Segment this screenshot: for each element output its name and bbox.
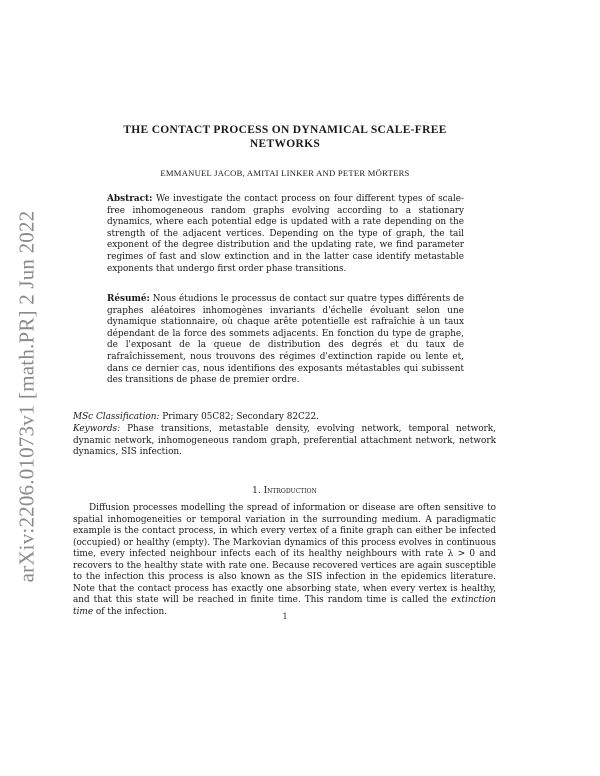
arxiv-identifier-stamp <box>9 206 45 586</box>
abstract-block <box>107 194 464 275</box>
paper-title <box>100 123 470 151</box>
section-heading <box>73 486 496 496</box>
section-title: Introduction <box>263 486 317 496</box>
paper-title-line-2: NETWORKS <box>249 138 321 150</box>
keywords-text: Phase transitions, metastable density, evolving network, temporal network, dynamic network, inhomogeneous random graph, preferential attachment network, network dynamics, SIS infection. <box>73 424 496 458</box>
resume-label: Résumé: <box>107 294 150 304</box>
msc-label: MSc Classification: <box>73 412 160 422</box>
paper-title-line-1: THE CONTACT PROCESS ON DYNAMICAL SCALE-FREE <box>123 124 447 136</box>
abstract-text: We investigate the contact process on four different types of scale-free inhomogeneous random graphs evolving according to a stationary dynamics, where each potential edge is updated with a rate depending on the strength of the adjacent vertices. Depending on the type of graph, the tail exponent of the degree distribution and the updating rate, we find parameter regimes of fast and slow extinction and in the latter case identify metastable exponents that undergo first order phase transitions. <box>107 194 465 274</box>
paper-authors: EMMANUEL JACOB, AMITAI LINKER AND PETER MÖRTERS <box>160 168 410 178</box>
resume-block <box>107 294 464 387</box>
msc-text: Primary 05C82; Secondary 82C22. <box>162 412 319 422</box>
arxiv-identifier-text: arXiv:2206.01073v1 [math.PR] 2 Jun 2022 <box>14 210 39 582</box>
section-number: 1. <box>252 486 261 496</box>
page-number: 1 <box>282 612 288 621</box>
intro-text: Diffusion processes modelling the spread of information or disease are often sensitive to spatial inhomogeneities or temporal variation in the surrounding medium. A paradigmatic example is the contact process, in which every vertex of a finite graph can either be infected (occupied) or healthy (empty). The Markovian dynamics of this process evolves in continuous time, every infected neighbour infects each of its healthy neighbours with rate λ > 0 and recovers to the healthy state with rate one. Because recovered vertices are again susceptible to the infection this process is also known as the SIS infection in the epidemics literature. Note that the contact process has exactly one absorbing state, when every vertex is healthy, and that this state will be reached in finite time. This random time is called the <box>73 503 496 605</box>
intro-emphasis: extinction time <box>73 595 496 617</box>
msc-classification <box>73 412 496 424</box>
keywords-label: Keywords: <box>73 424 121 434</box>
resume-text: Nous étudions le processus de contact sur quatre types différents de graphes aléatoires inhomogènes invariants d'échelle évoluant selon une dynamique stationnaire, où chaque arête potentielle est rafraîchie à un taux dépendant de la force des sommets adjacents. En fonction du type de graphe, de l'exposant de la queue de distribution des degrés et du taux de rafraîchissement, nous trouvons des régimes d'extinction rapide ou lente et, dans ce dernier cas, nous identifions des exposants métastables qui subissent des transitions de phase de premier ordre. <box>107 294 465 386</box>
keywords <box>73 424 496 459</box>
intro-tail: of the infection. <box>95 606 168 617</box>
abstract-label: Abstract: <box>107 194 153 204</box>
introduction-paragraph <box>73 503 496 618</box>
